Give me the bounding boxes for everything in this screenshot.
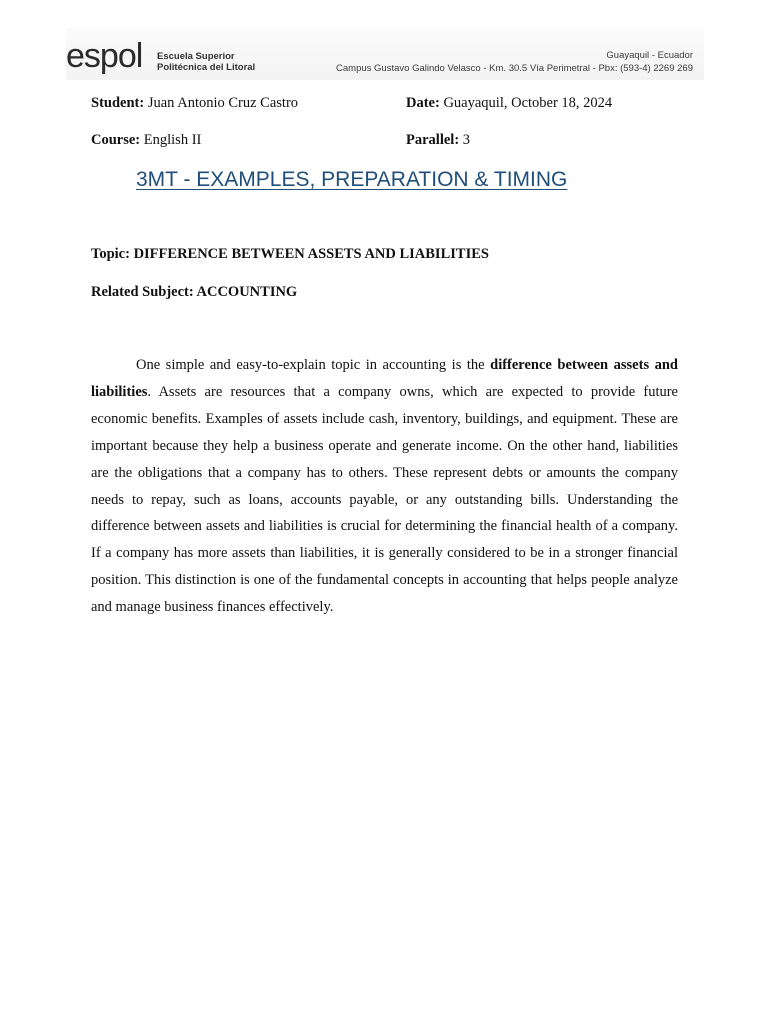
paragraph-intro: One simple and easy-to-explain topic in accounting is the [136,357,491,373]
date-field [406,94,612,112]
student-value: Juan Antonio Cruz Castro [147,95,299,111]
document-title: 3MT - EXAMPLES, PREPARATION & TIMING [136,168,568,191]
course-field [91,131,201,149]
institution-name [157,51,255,73]
body-paragraph [91,352,678,621]
paragraph-rest: . Assets are resources that a company owns, which are expected to provide future economic benefits. Examples of assets include cash, inventory, buildings, and equipment. These are important because they help a business operate and generate income. On the other hand, liabilities are the obligations that a company has to others. These represent debts or amounts the company needs to repay, such as loans, accounts payable, or any outstanding bills. Understanding the difference between assets and liabilities is crucial for determining the financial health of a company. If a company has more assets than liabilities, it is generally considered to be in a stronger financial position. This distinction is one of the fundamental concepts in accounting that helps people analyze and manage business finances effectively. [91,383,678,616]
student-label: Student: [91,95,145,111]
related-subject-line: Related Subject: ACCOUNTING [91,284,298,300]
date-label: Date: [406,95,440,111]
topic-line: Topic: DIFFERENCE BETWEEN ASSETS AND LIABILITIES [91,246,489,262]
campus-address [336,49,693,75]
date-value: Guayaquil, October 18, 2024 [443,95,613,111]
institution-name-line1: Escuela Superior [157,51,235,62]
parallel-field [406,131,470,149]
parallel-value: 3 [462,132,471,148]
institution-name-line2: Politécnica del Litoral [157,62,256,73]
course-value: English II [143,132,202,148]
parallel-label: Parallel: [406,132,460,148]
svg-text:espol: espol [66,37,143,75]
campus-city: Guayaquil - Ecuador [606,50,693,61]
espol-logo [66,34,152,78]
student-field [91,94,298,112]
course-label: Course: [91,132,141,148]
paragraph-emphasis: difference between assets and liabilities [91,357,678,400]
campus-line: Campus Gustavo Galindo Velasco - Km. 30.5 Vía Perimetral - Pbx: (593-4) 2269 269 [336,63,693,74]
